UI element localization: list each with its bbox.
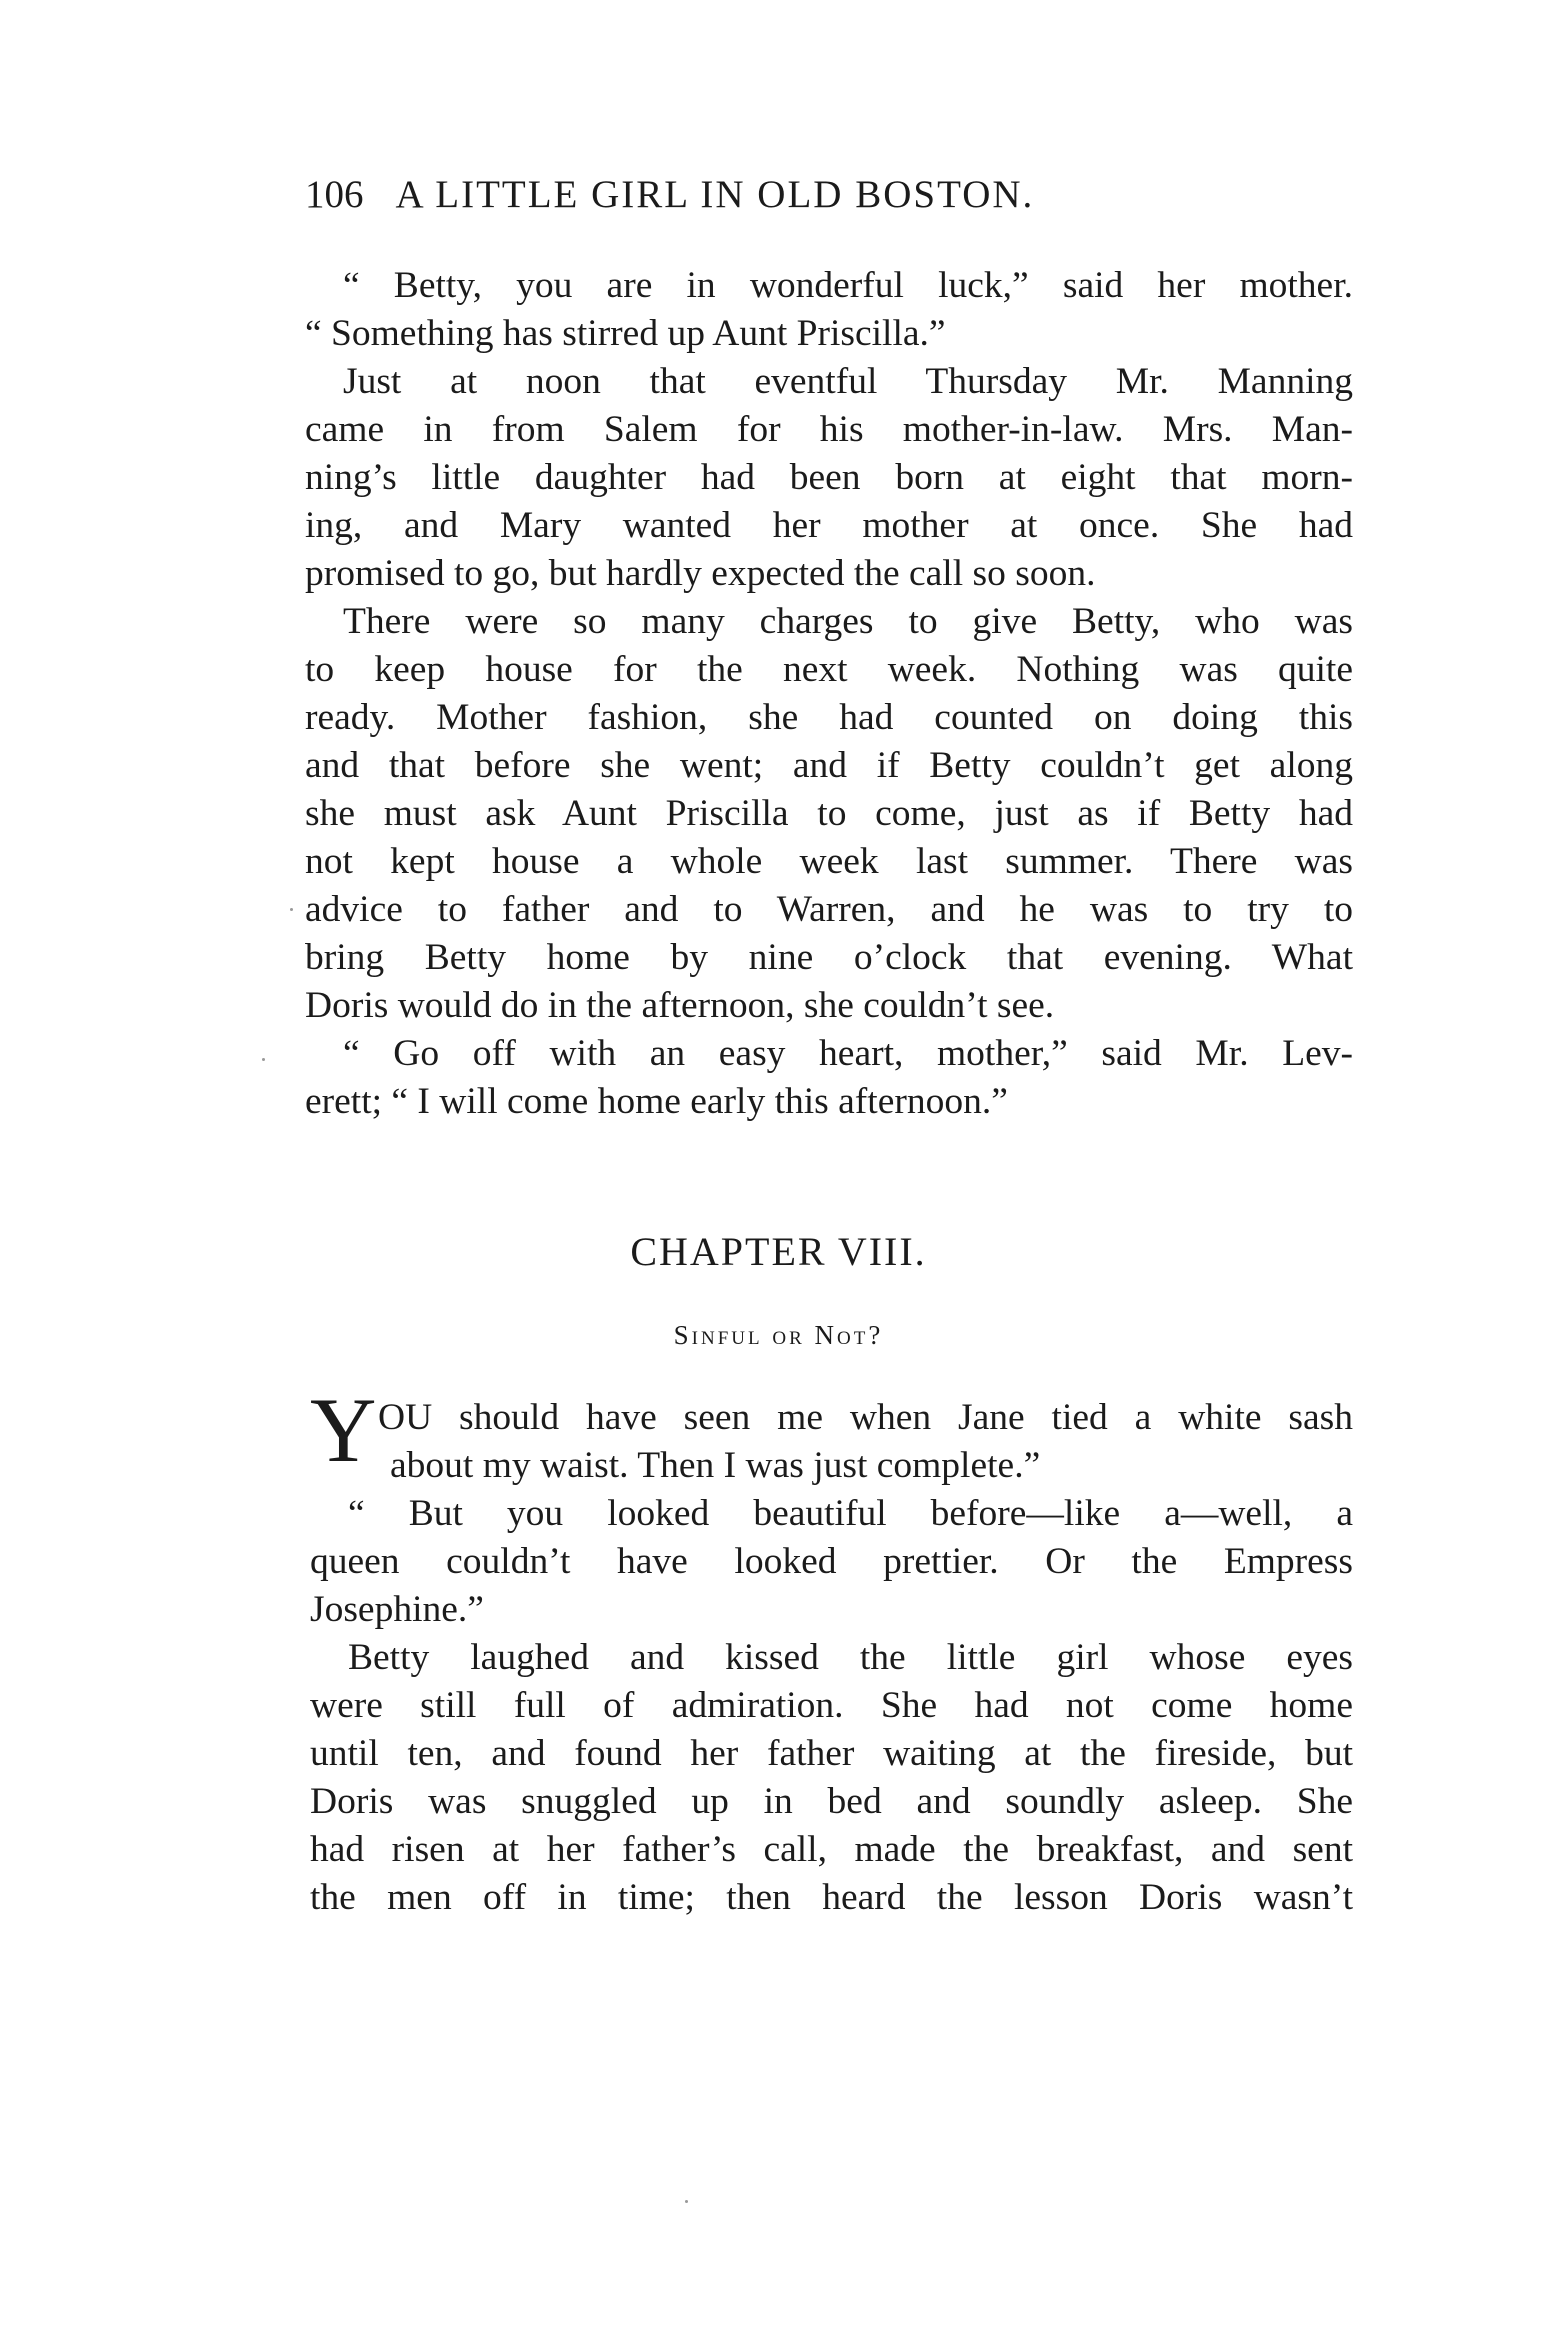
text-line: had risen at her father’s call, made the breakfast, and sent xyxy=(310,1829,1353,1870)
paper-speck xyxy=(290,908,293,911)
text-line: OU should have seen me when Jane tied a white sash xyxy=(378,1397,1353,1438)
running-head xyxy=(305,172,1245,217)
text-line: Doris would do in the afternoon, she couldn’t see. xyxy=(305,985,1055,1026)
text-line: Doris was snuggled up in bed and soundly asleep. She xyxy=(310,1781,1353,1822)
text-line: Josephine.” xyxy=(310,1589,484,1630)
page-number: 106 xyxy=(305,173,364,216)
text-line: ing, and Mary wanted her mother at once. She had xyxy=(305,505,1353,546)
text-line: to keep house for the next week. Nothing was quite xyxy=(305,649,1353,690)
text-line: were still full of admiration. She had not come home xyxy=(310,1685,1353,1726)
section-2-text xyxy=(310,1490,1353,1922)
text-line: “ Something has stirred up Aunt Priscilla.” xyxy=(305,313,946,354)
text-line: she must ask Aunt Priscilla to come, just as if Betty had xyxy=(305,793,1353,834)
chapter-subtitle: Sinful or Not? xyxy=(673,1320,884,1350)
text-line: came in from Salem for his mother-in-law. Mrs. Man- xyxy=(305,409,1353,450)
section-1-text xyxy=(305,262,1353,1126)
section-2-opening xyxy=(378,1394,1353,1490)
text-line: promised to go, but hardly expected the call so soon. xyxy=(305,553,1096,594)
chapter-title: CHAPTER VIII. xyxy=(630,1229,927,1274)
text-line: bring Betty home by nine o’clock that evening. What xyxy=(305,937,1353,978)
running-title: A LITTLE GIRL IN OLD BOSTON. xyxy=(395,173,1035,216)
text-line: the men off in time; then heard the lesson Doris wasn’t xyxy=(310,1877,1353,1918)
text-line: and that before she went; and if Betty couldn’t get along xyxy=(305,745,1353,786)
text-line: ning’s little daughter had been born at eight that morn- xyxy=(305,457,1353,498)
text-line: queen couldn’t have looked prettier. Or the Empress xyxy=(310,1541,1353,1582)
text-line: “ Betty, you are in wonderful luck,” said her mother. xyxy=(343,265,1353,306)
text-line: about my waist. Then I was just complete.” xyxy=(390,1445,1041,1486)
text-line: Just at noon that eventful Thursday Mr. Manning xyxy=(343,361,1353,402)
text-line: “ Go off with an easy heart, mother,” said Mr. Lev- xyxy=(343,1033,1353,1074)
paper-speck xyxy=(685,2200,688,2203)
text-line: Betty laughed and kissed the little girl whose eyes xyxy=(348,1637,1353,1678)
text-line: There were so many charges to give Betty, who was xyxy=(343,601,1353,642)
text-line: erett; “ I will come home early this afternoon.” xyxy=(305,1081,1008,1122)
text-line: not kept house a whole week last summer. There was xyxy=(305,841,1353,882)
drop-cap: Y xyxy=(310,1379,377,1481)
text-line: ready. Mother fashion, she had counted on doing this xyxy=(305,697,1353,738)
text-line: until ten, and found her father waiting at the fireside, but xyxy=(310,1733,1353,1774)
text-line: advice to father and to Warren, and he was to try to xyxy=(305,889,1353,930)
paper-speck xyxy=(262,1058,265,1061)
text-line: “ But you looked beautiful before—like a—well, a xyxy=(348,1493,1353,1534)
